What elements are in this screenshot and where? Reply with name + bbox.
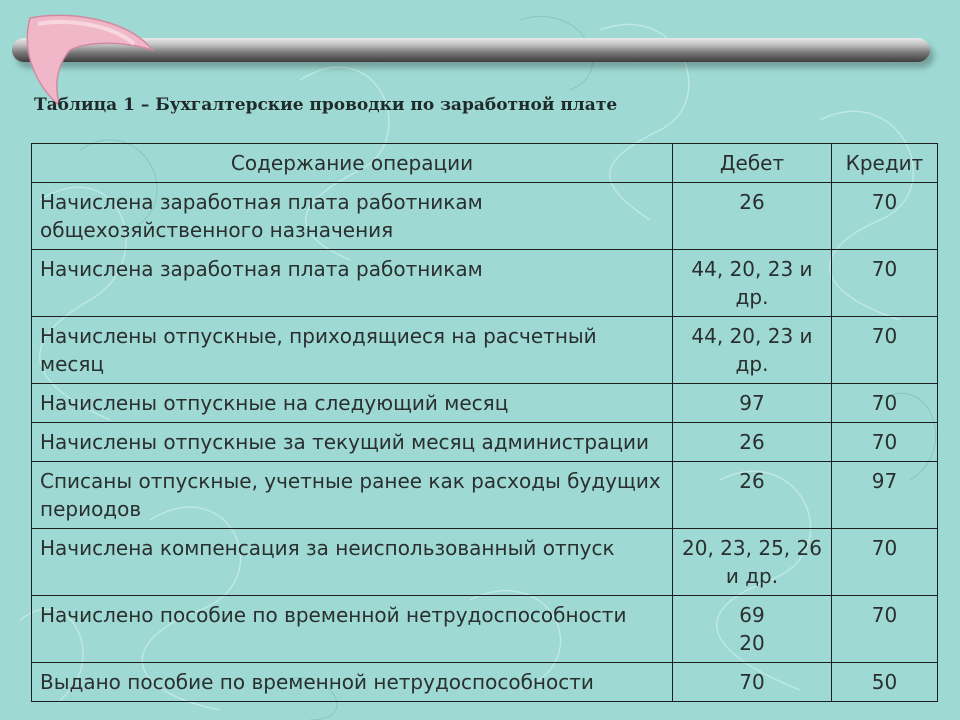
credit-cell: 70 [832,423,938,462]
debit-cell [673,183,832,250]
table-row [32,384,938,423]
debit-value: 44, 20, 23 и др. [691,324,813,376]
debit-cell [673,529,832,596]
debit-cell [673,384,832,423]
credit-cell: 70 [832,317,938,384]
accounting-entries-table [31,143,938,702]
debit-value: 26 [739,469,765,493]
debit-value: 20, 23, 25, 26 и др. [682,536,822,588]
column-header-operation: Содержание операции [32,144,673,183]
table-row [32,529,938,596]
debit-value: 69 [739,603,765,627]
page-title: Таблица 1 – Бухгалтерские проводки по заработной плате [34,95,618,115]
credit-cell: 70 [832,183,938,250]
debit-value: 97 [739,391,765,415]
operation-cell: Начислено пособие по временной нетрудоспособности [32,596,673,663]
operation-cell: Начислены отпускные, приходящиеся на расчетный месяц [32,317,673,384]
debit-value: 70 [739,670,765,694]
operation-cell: Начислены отпускные на следующий месяц [32,384,673,423]
credit-cell: 70 [832,596,938,663]
debit-cell [673,317,832,384]
credit-cell: 97 [832,462,938,529]
column-header-debit: Дебет [673,144,832,183]
credit-cell: 70 [832,529,938,596]
table-row [32,250,938,317]
debit-cell [673,462,832,529]
table-row [32,462,938,529]
debit-value: 26 [739,430,765,454]
table-header-row [32,144,938,183]
table-row [32,317,938,384]
operation-cell: Начислена заработная плата работникам общехозяйственного назначения [32,183,673,250]
debit-cell [673,596,832,663]
debit-value: 44, 20, 23 и др. [691,257,813,309]
debit-cell [673,423,832,462]
column-header-credit: Кредит [832,144,938,183]
credit-cell: 70 [832,250,938,317]
debit-value: 20 [739,631,765,655]
table-row [32,423,938,462]
credit-cell: 50 [832,663,938,702]
operation-cell: Начислена заработная плата работникам [32,250,673,317]
operation-cell: Выдано пособие по временной нетрудоспособности [32,663,673,702]
debit-value: 26 [739,190,765,214]
debit-cell [673,250,832,317]
operation-cell: Списаны отпускные, учетные ранее как расходы будущих периодов [32,462,673,529]
operation-cell: Начислены отпускные за текущий месяц администрации [32,423,673,462]
table-row [32,663,938,702]
credit-cell: 70 [832,384,938,423]
table-row [32,596,938,663]
table-row [32,183,938,250]
operation-cell: Начислена компенсация за неиспользованный отпуск [32,529,673,596]
debit-cell [673,663,832,702]
